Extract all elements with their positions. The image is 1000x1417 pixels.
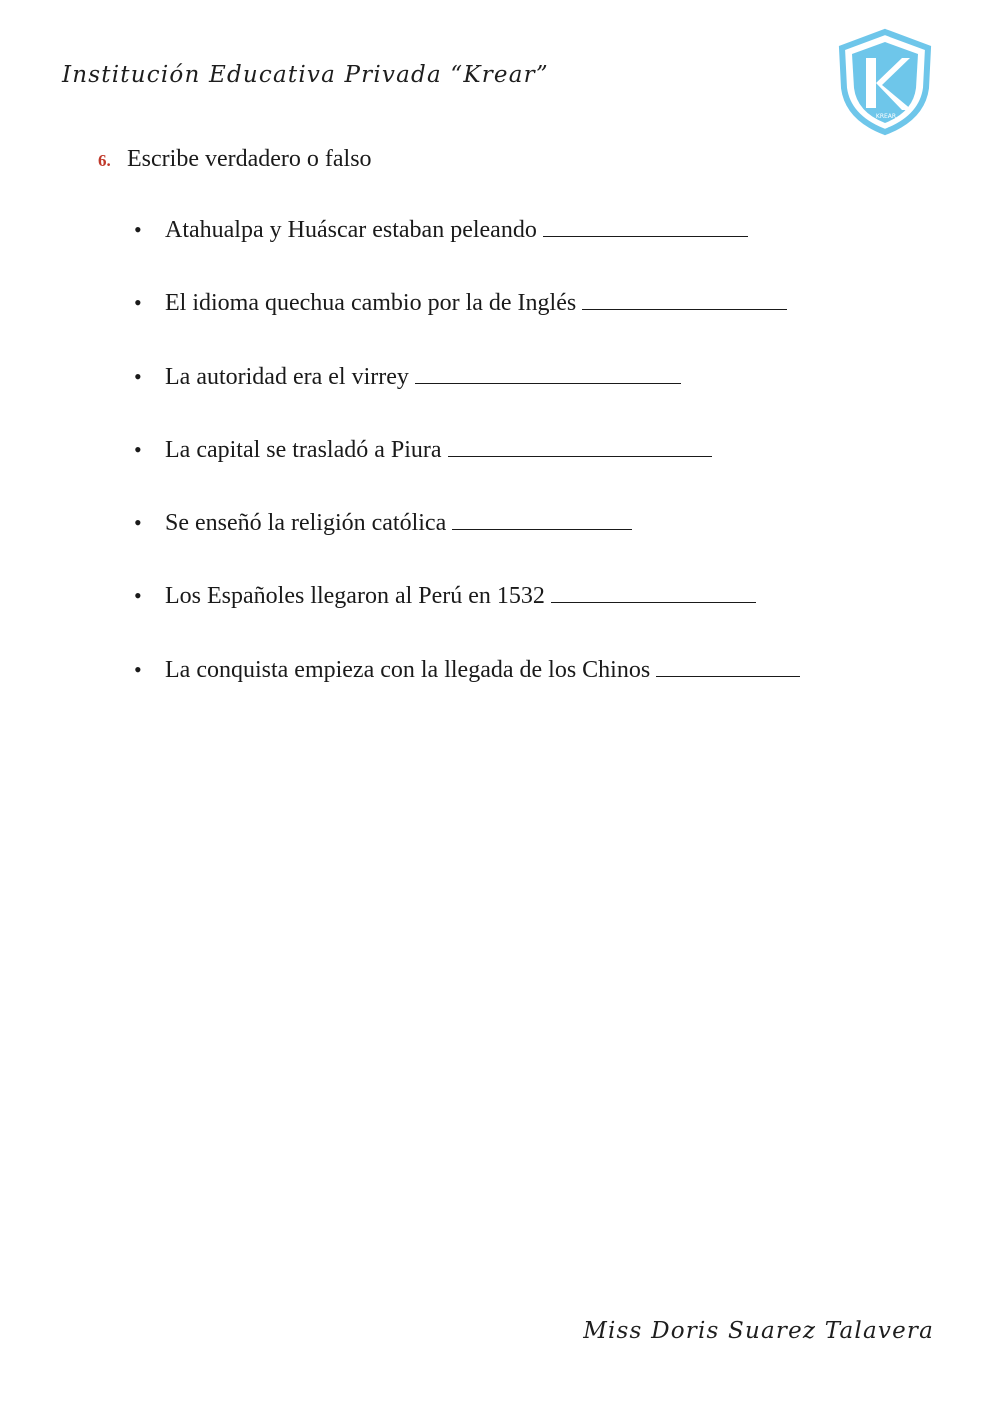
statement-text: La autoridad era el virrey — [165, 363, 409, 390]
answer-blank[interactable] — [448, 438, 712, 457]
bullet-icon: • — [134, 583, 142, 609]
statement-text: El idioma quechua cambio por la de Inglés — [165, 290, 577, 317]
statement-item — [134, 510, 800, 583]
answer-blank[interactable] — [551, 584, 756, 603]
statement-text: Atahualpa y Huáscar estaban peleando — [165, 217, 537, 243]
statement-item — [134, 657, 800, 730]
bullet-icon: • — [134, 363, 142, 389]
bullet-icon: • — [134, 217, 142, 242]
answer-blank[interactable] — [543, 218, 748, 237]
institution-title: Institución Educativa Privada “Krear” — [62, 62, 549, 88]
statement-text: La conquista empieza con la llegada de los Chinos — [165, 656, 651, 683]
logo-text: KREAR — [875, 113, 897, 120]
answer-blank[interactable] — [656, 658, 800, 677]
statement-text: Se enseñó la religión católica — [165, 510, 447, 537]
statement-item — [134, 364, 800, 437]
question-prompt: Escribe verdadero o falso — [127, 146, 372, 172]
answer-blank[interactable] — [415, 365, 681, 384]
statement-item — [134, 290, 800, 363]
statement-item — [134, 437, 800, 510]
teacher-signature: Miss Doris Suarez Talavera — [583, 1318, 934, 1344]
statement-item — [134, 583, 800, 656]
bullet-icon: • — [134, 510, 142, 536]
statement-list — [134, 217, 800, 730]
answer-blank[interactable] — [582, 291, 787, 310]
question-number: 6. — [98, 151, 111, 170]
shield-k-logo-icon — [836, 28, 934, 136]
statement-text: La capital se trasladó a Piura — [165, 436, 442, 463]
bullet-icon: • — [134, 656, 142, 682]
bullet-icon: • — [134, 436, 142, 462]
statement-item — [134, 217, 800, 290]
question-heading — [98, 146, 372, 173]
answer-blank[interactable] — [452, 511, 632, 530]
statement-text: Los Españoles llegaron al Perú en 1532 — [165, 583, 545, 610]
bullet-icon: • — [134, 290, 142, 316]
